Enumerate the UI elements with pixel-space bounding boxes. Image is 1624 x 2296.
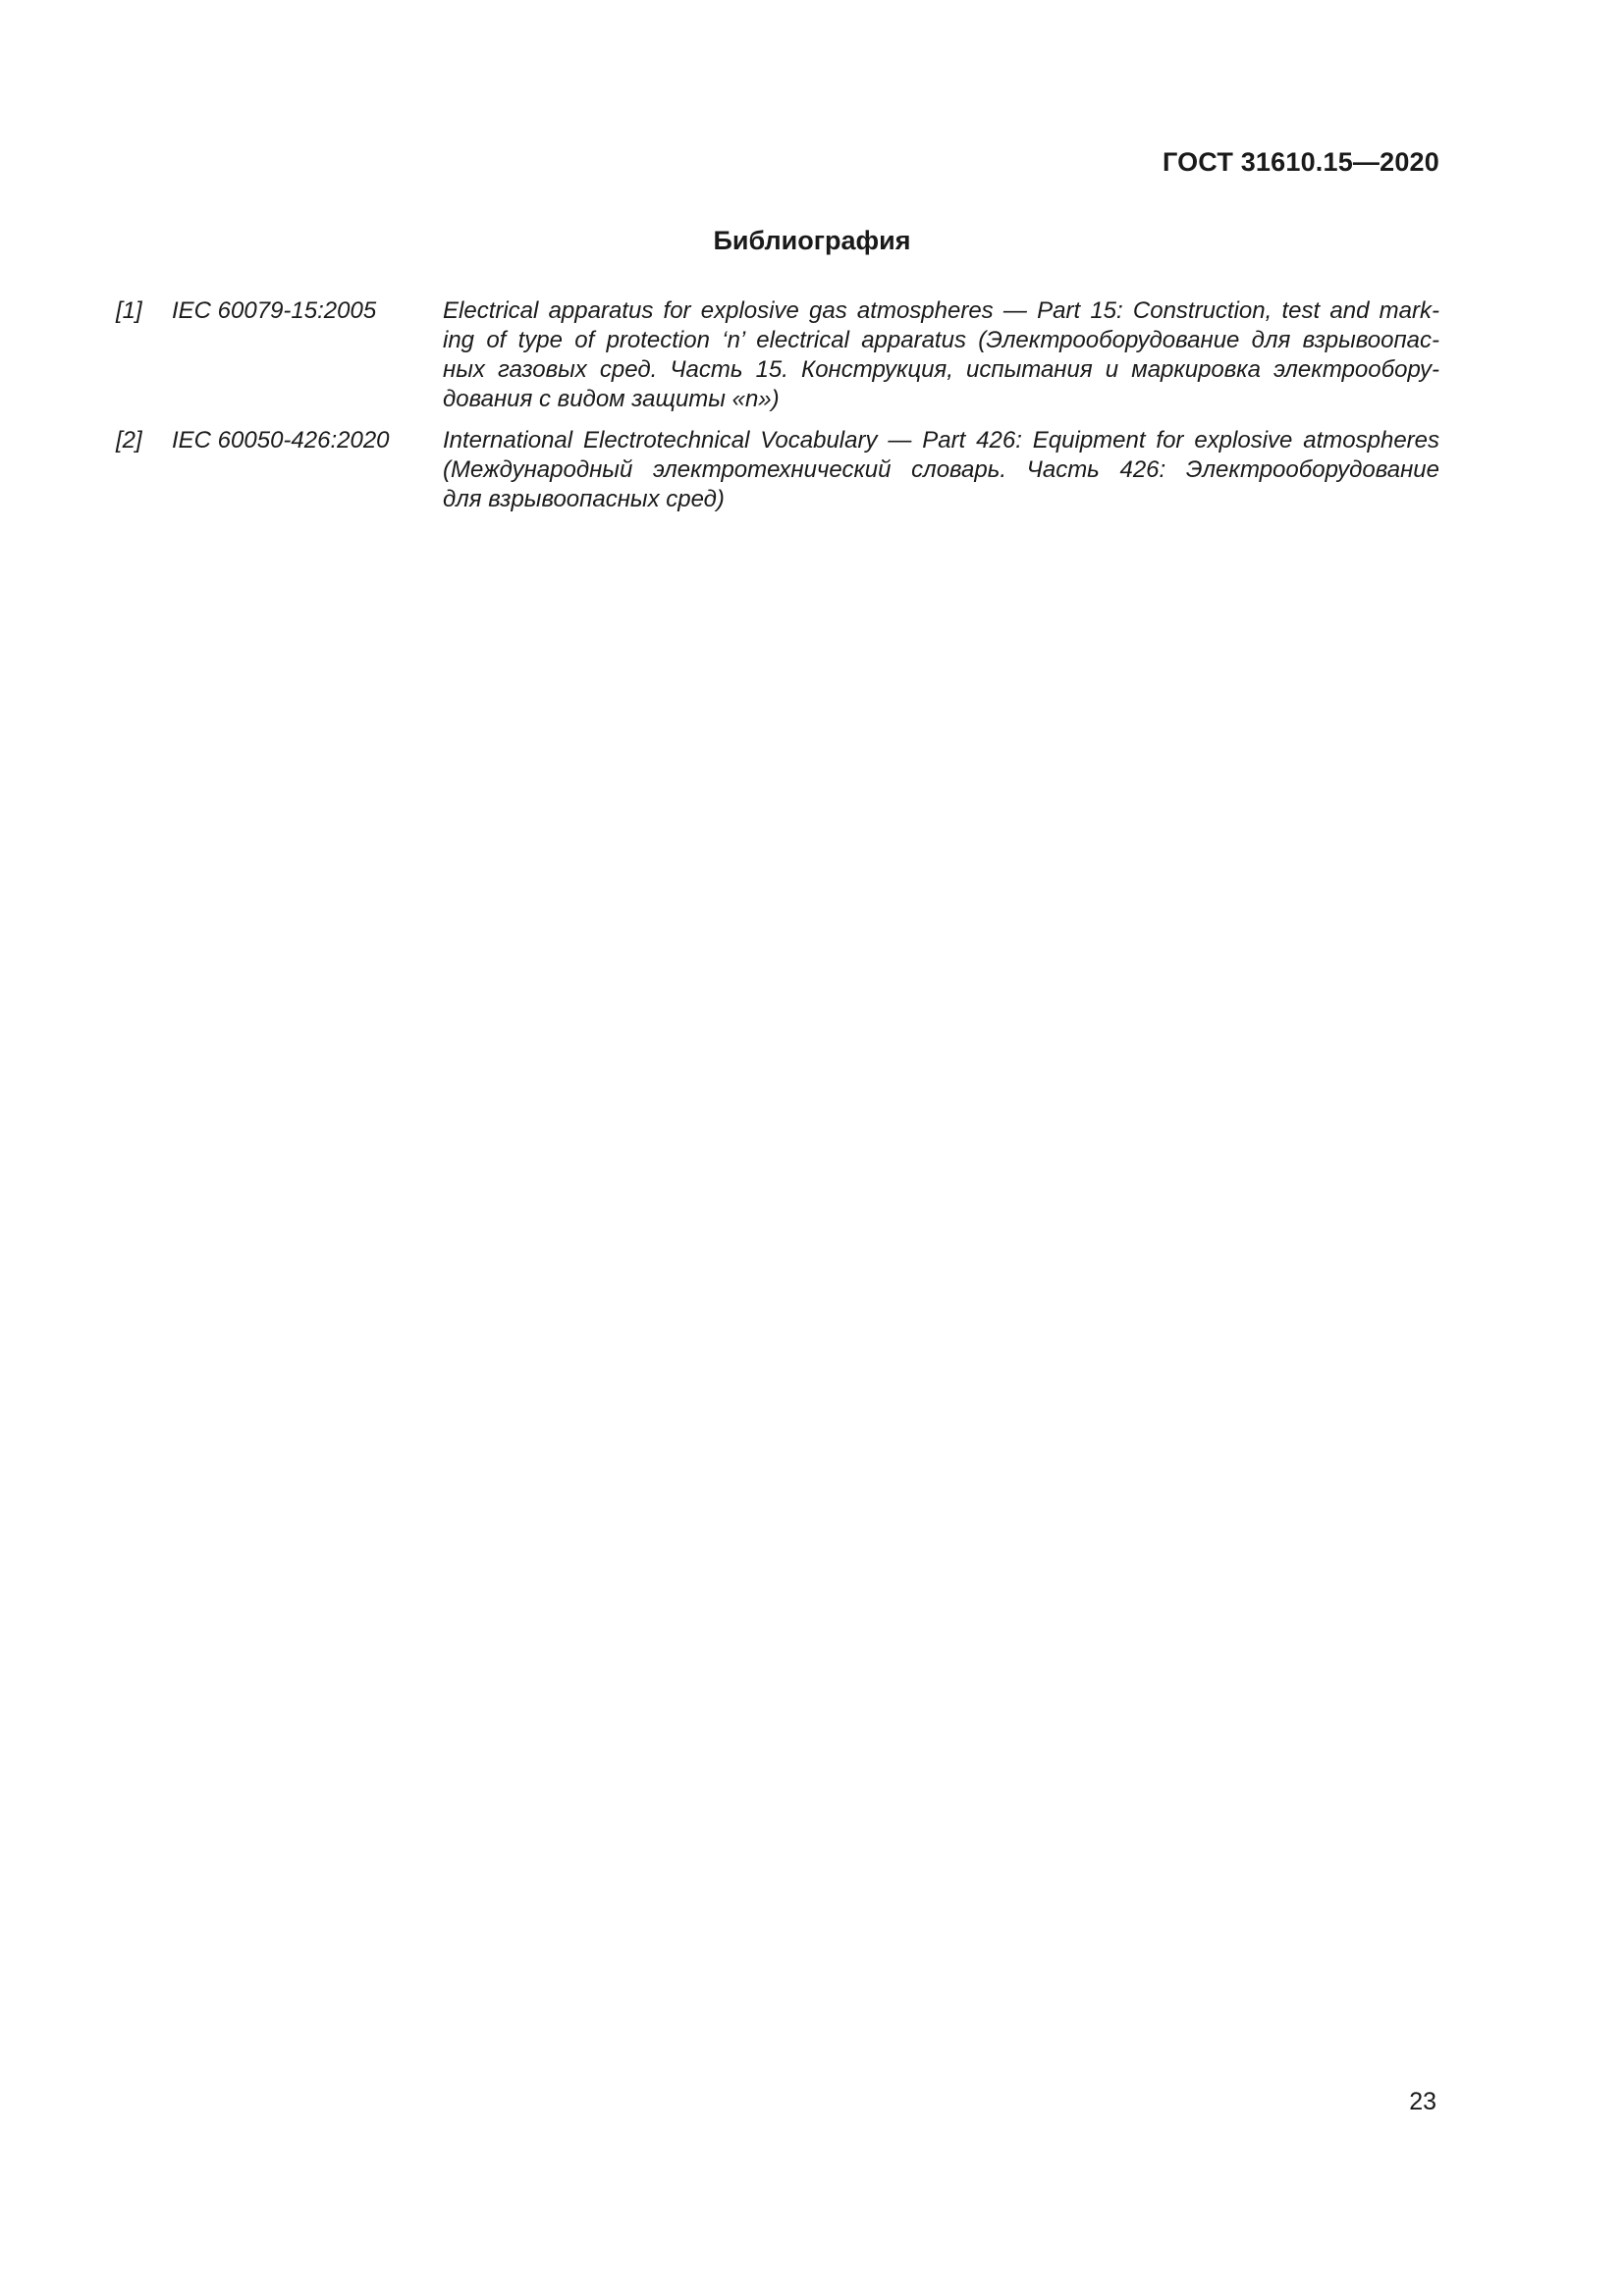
entry-title-line: дования с видом защиты «n») bbox=[443, 386, 780, 412]
bibliography-entry-1 bbox=[116, 296, 1439, 414]
entry-title-line: ных газовых сред. Часть 15. Конструкция, испытания и маркировка электрообору- bbox=[443, 356, 1439, 383]
entry-number: [1] bbox=[116, 297, 142, 324]
entry-standard-code: IEC 60079-15:2005 bbox=[172, 297, 377, 324]
bibliography-entry-2 bbox=[116, 426, 1439, 514]
entry-title bbox=[443, 296, 1439, 414]
entry-title-line: International Electrotechnical Vocabulary — Part 426: Equipment for explosive atmospheres bbox=[443, 427, 1439, 454]
entry-title-line: Electrical apparatus for explosive gas atmospheres — Part 15: Construction, test and mark- bbox=[443, 297, 1439, 324]
entry-standard-code: IEC 60050-426:2020 bbox=[172, 427, 390, 454]
page-number: 23 bbox=[1409, 2088, 1436, 2115]
entry-number: [2] bbox=[116, 427, 142, 454]
entry-title-line: для взрывоопасных сред) bbox=[443, 486, 725, 512]
bibliography-title: Библиография bbox=[713, 226, 911, 255]
bibliography-list bbox=[116, 296, 1439, 526]
entry-title bbox=[443, 426, 1439, 514]
entry-title-line: (Международный электротехнический словарь. Часть 426: Электрооборудование bbox=[443, 456, 1439, 483]
entry-title-line: ing of type of protection ‘n’ electrical apparatus (Электрооборудование для взрывоопас- bbox=[443, 327, 1439, 353]
document-code: ГОСТ 31610.15—2020 bbox=[1162, 147, 1439, 177]
